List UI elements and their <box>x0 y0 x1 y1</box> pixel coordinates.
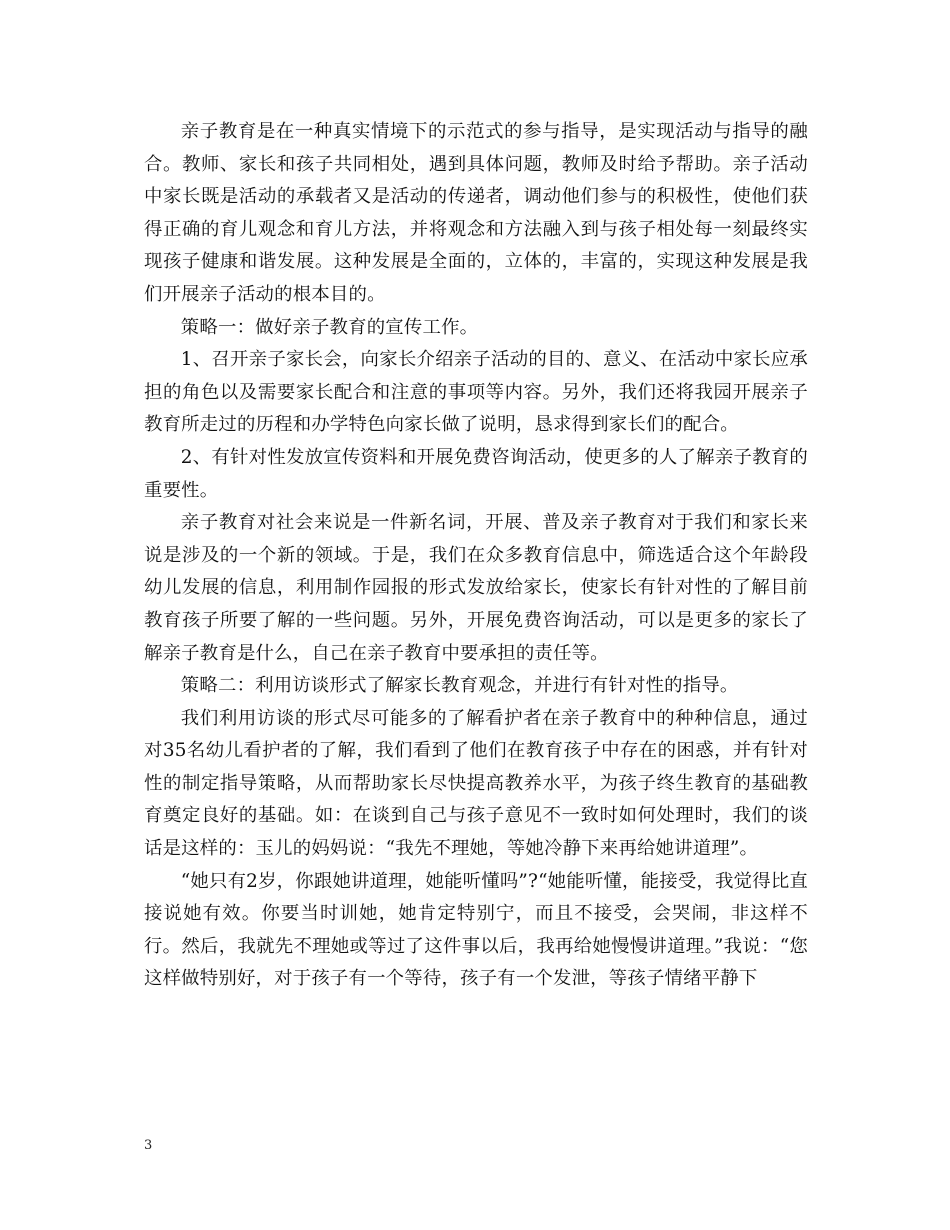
paragraph: 我们利用访谈的形式尽可能多的了解看护者在亲子教育中的种种信息，通过对35名幼儿看护者的了解，我们看到了他们在教育孩子中存在的困惑，并有针对性的制定指导策略，从而帮助家长尽快提高教养水平，为孩子终生教育的基础教育奠定良好的基础。如：在谈到自己与孩子意见不一致时如何处理时，我们的谈话是这样的：玉儿的妈妈说：“我先不理她，等她冷静下来再给她讲道理”。 <box>144 707 808 860</box>
section-heading: 策略二：利用访谈形式了解家长教育观念，并进行有针对性的指导。 <box>180 675 739 697</box>
paragraph: 亲子教育是在一种真实情境下的示范式的参与指导，是实现活动与指导的融合。教师、家长和孩子共同相处，遇到具体问题，教师及时给予帮助。亲子活动中家长既是活动的承载者又是活动的传递者，调动他们参与的积极性，使他们获得正确的育儿观念和育儿方法，并将观念和方法融入到与孩子相处每一刻最终实现孩子健康和谐发展。这种发展是全面的，立体的，丰富的，实现这种发展是我们开展亲子活动的根本目的。 <box>144 121 808 305</box>
section-heading: 策略一：做好亲子教育的宣传工作。 <box>180 316 479 338</box>
paragraph: 1、召开亲子家长会，向家长介绍亲子活动的目的、意义、在活动中家长应承担的角色以及需要家长配合和注意的事项等内容。另外，我们还将我园开展亲子教育所走过的历程和办学特色向家长做了说明，恳求得到家长们的配合。 <box>144 349 808 436</box>
paragraph: “她只有2岁，你跟她讲道理，她能听懂吗”?“她能听懂，能接受，我觉得比直接说她有效。你要当时训她，她肯定特别宁，而且不接受，会哭闹，非这样不行。然后，我就先不理她或等过了这件事以后，我再给她慢慢讲道理。”我说：“您这样做特别好，对于孩子有一个等待，孩子有一个发泄，等孩子情绪平静下 <box>144 870 808 990</box>
document-body <box>144 116 808 996</box>
paragraph: 2、有针对性发放宣传资料和开展免费咨询活动，使更多的人了解亲子教育的重要性。 <box>144 446 808 501</box>
paragraph: 亲子教育对社会来说是一件新名词，开展、普及亲子教育对于我们和家长来说是涉及的一个新的领域。于是，我们在众多教育信息中，筛选适合这个年龄段幼儿发展的信息，利用制作园报的形式发放给家长，使家长有针对性的了解目前教育孩子所要了解的一些问题。另外，开展免费咨询活动，可以是更多的家长了解亲子教育是什么，自己在亲子教育中要承担的责任等。 <box>144 512 808 664</box>
page-number: 3 <box>144 1138 153 1153</box>
